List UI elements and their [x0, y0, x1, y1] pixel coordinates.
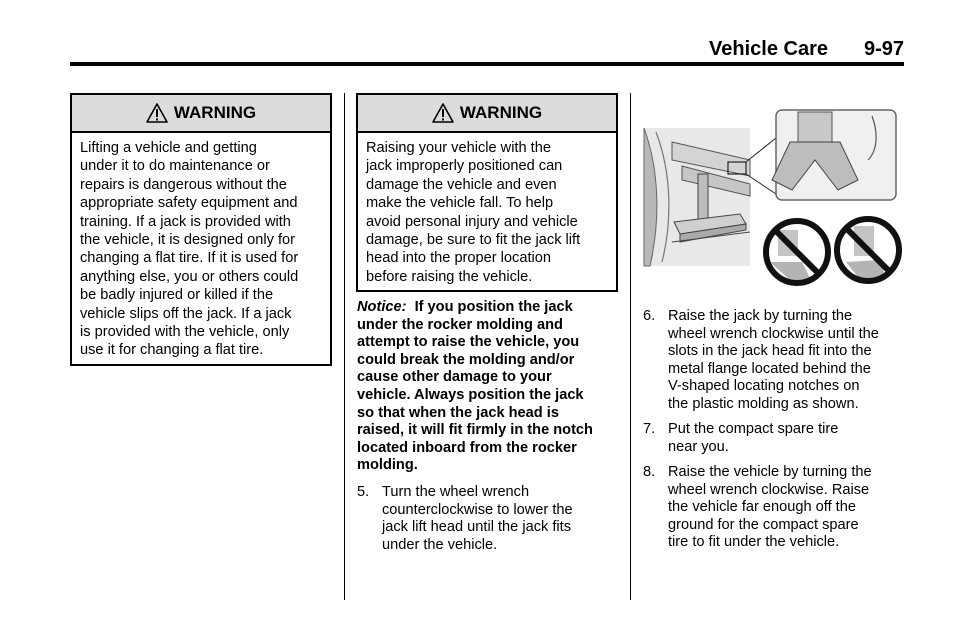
text-line: molding.: [357, 457, 418, 474]
text-line: head into the proper location: [366, 250, 551, 267]
text-line: anything else, you or others could: [80, 268, 299, 285]
header-rule: [70, 62, 904, 66]
step-text: [668, 308, 879, 414]
text-line: is provided with the vehicle, only: [80, 324, 290, 341]
text-line: cause other damage to your: [357, 369, 552, 386]
notice-label: Notice:: [357, 299, 407, 315]
page-number: 9-97: [863, 38, 904, 60]
warning-box-left: [70, 93, 332, 366]
warning-triangle-icon: [146, 103, 168, 123]
text-line: metal flange located behind the: [668, 360, 871, 377]
text-line: so that when the jack head is: [357, 404, 559, 421]
column-divider-2: [630, 93, 631, 600]
text-line: located inboard from the rocker: [357, 439, 577, 456]
warning-header: [72, 95, 330, 133]
text-line: damage, be sure to fit the jack lift: [366, 232, 581, 249]
prohibited-position-2: [837, 219, 899, 282]
text-line: jack improperly positioned can: [366, 158, 563, 175]
text-line: Raising your vehicle with the: [366, 140, 551, 156]
section-title: Vehicle Care: [709, 38, 828, 60]
text-line: Raise the vehicle by turning the: [668, 464, 872, 480]
warning-text: [72, 133, 330, 366]
text-line: use it for changing a flat tire.: [80, 342, 264, 359]
text-line: vehicle slips off the jack. If a jack: [80, 305, 292, 322]
text-line: training. If a jack is provided with: [80, 213, 291, 230]
prohibited-position-1: [766, 221, 828, 283]
text-line: jack lift head until the jack fits: [382, 519, 571, 536]
text-line: be badly injured or killed if the: [80, 287, 274, 304]
text-line: raised, it will fit firmly in the notch: [357, 422, 593, 439]
notice-first-line: [357, 299, 593, 317]
text-line: under the rocker molding and: [357, 316, 563, 333]
text-line: ground for the compact spare: [668, 516, 859, 533]
text-line: damage the vehicle and even: [366, 176, 557, 193]
text-line: near you.: [668, 438, 729, 455]
text-line: the vehicle, it is designed only for: [80, 232, 295, 249]
text-line: counterclockwise to lower the: [382, 501, 573, 518]
text-line: tire to fit under the vehicle.: [668, 534, 840, 551]
step-text: [668, 464, 872, 552]
text-line: Put the compact spare tire: [668, 421, 839, 437]
text-line: If you position the jack: [414, 299, 573, 315]
jack-illustration-image: [642, 102, 904, 298]
step-number: 5.: [357, 484, 370, 500]
text-line: the vehicle far enough off the: [668, 499, 856, 516]
step-text: [382, 484, 573, 554]
column-divider-1: [344, 93, 345, 600]
text-line: wheel wrench clockwise until the: [668, 325, 879, 342]
text-line: Raise the jack by turning the: [668, 308, 853, 324]
warning-title: WARNING: [173, 103, 257, 122]
step-number: 8.: [643, 464, 656, 480]
page-header: [70, 38, 904, 62]
text-line: attempt to raise the vehicle, you: [357, 334, 580, 351]
text-line: repairs is dangerous without the: [80, 176, 287, 193]
text-line: before raising the vehicle.: [366, 268, 533, 285]
warning-triangle-icon: [432, 103, 454, 123]
text-line: make the vehicle fall. To help: [366, 195, 554, 212]
warning-box-middle: [356, 93, 618, 292]
notice-paragraph: [357, 299, 593, 475]
text-line: could break the molding and/or: [357, 351, 575, 368]
text-line: wheel wrench clockwise. Raise: [668, 481, 870, 498]
text-line: V-shaped locating notches on: [668, 378, 860, 395]
text-line: the plastic molding as shown.: [668, 395, 859, 412]
text-line: slots in the jack head fit into the: [668, 343, 872, 360]
step-number: 6.: [643, 308, 656, 324]
text-line: Turn the wheel wrench: [382, 484, 530, 500]
warning-header: [358, 95, 616, 133]
text-line: appropriate safety equipment and: [80, 195, 298, 212]
warning-title: WARNING: [459, 103, 543, 122]
text-line: avoid personal injury and vehicle: [366, 213, 578, 230]
text-line: vehicle. Always position the jack: [357, 386, 584, 403]
step-text: [668, 421, 838, 456]
step-number: 7.: [643, 421, 656, 437]
text-line: Lifting a vehicle and getting: [80, 140, 257, 156]
jack-position-illustration: [642, 102, 904, 298]
warning-text: [358, 133, 616, 292]
text-line: changing a flat tire. If it is used for: [80, 250, 299, 267]
text-line: under it to do maintenance or: [80, 158, 270, 175]
text-line: under the vehicle.: [382, 536, 498, 553]
